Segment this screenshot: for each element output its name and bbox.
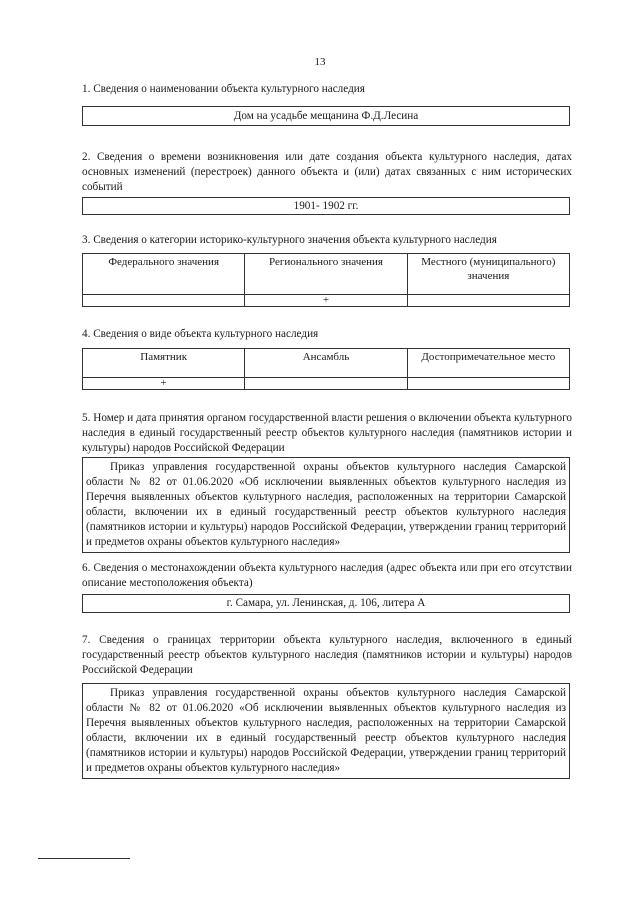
- category-local: Местного (муниципального) значения: [407, 254, 569, 295]
- category-regional-mark: +: [245, 295, 407, 307]
- type-landmark: Достопримечательное место: [407, 349, 569, 378]
- category-header-row: [83, 254, 570, 295]
- type-landmark-mark: [407, 378, 569, 390]
- section-5-decision: Приказ управления государственной охраны объектов культурного наследия Самарской области № 82 от 01.06.2020 «Об исключении выявленных объектов культурного наследия из Перечня выявленных объектов культурного наследия, расположенных на территории Самарской области, включении их в единый государственный реестр объектов культурного наследия (памятников истории и культуры) народов Российской Федерации, утверждении границ территорий и предметов охраны объектов культурного наследия»: [82, 457, 570, 553]
- section-1-heading: 1. Сведения о наименовании объекта культурного наследия: [82, 83, 365, 95]
- section-4-heading: 4. Сведения о виде объекта культурного наследия: [82, 328, 319, 340]
- object-name: Дом на усадьбе мещанина Ф.Д.Лесина: [233, 109, 419, 122]
- section-7-heading: 7. Сведения о границах территории объекта культурного наследия, включенного в единый государственный реестр объектов культурного наследия (памятников истории и культуры) народов Российской Федерации: [82, 634, 572, 676]
- type-ensemble-mark: [245, 378, 407, 390]
- category-federal-mark: [83, 295, 245, 307]
- category-table: [82, 253, 570, 307]
- type-ensemble: Ансамбль: [245, 349, 407, 378]
- section-5-heading: 5. Номер и дата принятия органом государственной власти решения о включении объекта культурного наследия в единый государственный реестр объектов культурного наследия (памятников истории и культуры) народов Российской Федерации: [82, 412, 572, 454]
- section-7-boundaries: Приказ управления государственной охраны объектов культурного наследия Самарской области № 82 от 01.06.2020 «Об исключении выявленных объектов культурного наследия из Перечня выявленных объектов культурного наследия, расположенных на территории Самарской области, включении их в единый государственный реестр объектов культурного наследия (памятников истории и культуры) народов Российской Федерации, утверждении границ территорий и предметов охраны объектов культурного наследия»: [82, 683, 570, 779]
- section-1-value-box: [82, 106, 570, 126]
- type-mark-row: [83, 378, 570, 390]
- object-address: г. Самара, ул. Ленинская, д. 106, литера А: [226, 597, 426, 609]
- type-table: [82, 348, 570, 390]
- section-6-value-box: [82, 594, 570, 613]
- section-2-heading: 2. Сведения о времени возникновения или дате создания объекта культурного наследия, датах основных изменений (перестроек) данного объекта и (или) датах связанных с ним исторических событий: [82, 151, 572, 193]
- category-regional: Регионального значения: [245, 254, 407, 295]
- type-monument: Памятник: [83, 349, 245, 378]
- section-3-heading: 3. Сведения о категории историко-культурного значения объекта культурного наследия: [82, 234, 497, 246]
- creation-date: 1901- 1902 гг.: [293, 199, 359, 212]
- type-header-row: [83, 349, 570, 378]
- section-2-value-box: [82, 197, 570, 215]
- category-mark-row: [83, 295, 570, 307]
- category-local-mark: [407, 295, 569, 307]
- category-federal: Федерального значения: [83, 254, 245, 295]
- section-6-heading: 6. Сведения о местонахождении объекта культурного наследия (адрес объекта или при его отсутствии описание местоположения объекта): [82, 562, 572, 589]
- page-number: 13: [314, 56, 326, 68]
- type-monument-mark: +: [83, 378, 245, 390]
- footnote-divider: [38, 858, 130, 859]
